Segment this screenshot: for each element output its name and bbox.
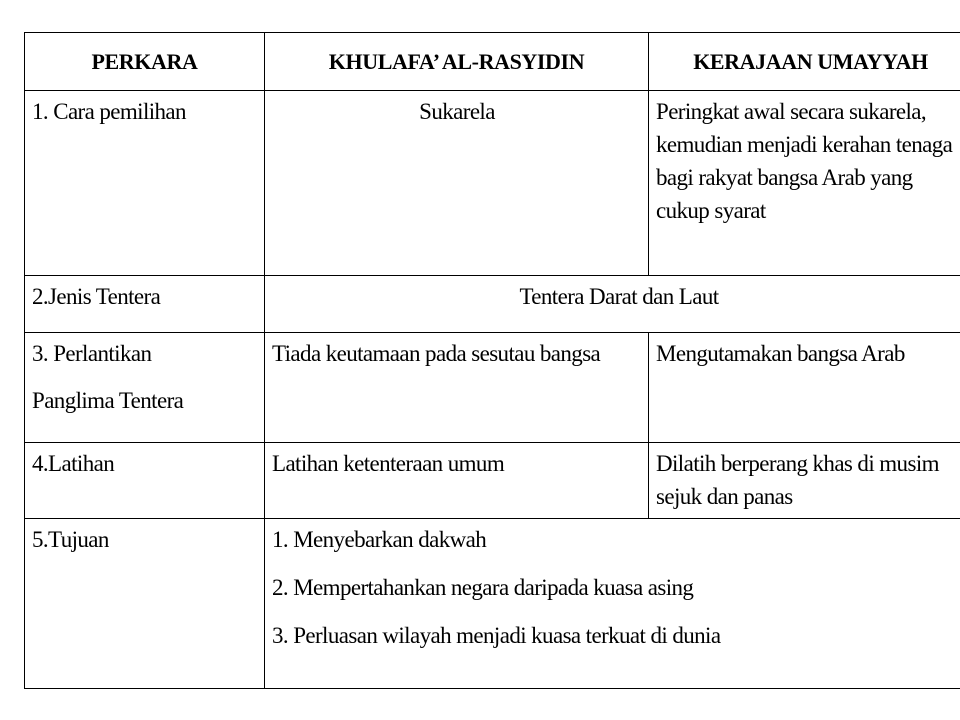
table-row bbox=[25, 276, 960, 333]
row-2-shared: Tentera Darat dan Laut bbox=[265, 276, 960, 333]
table-row bbox=[25, 91, 960, 276]
row-1-item: 1. Cara pemilihan bbox=[25, 91, 265, 276]
header-perkara: PERKARA bbox=[25, 33, 265, 91]
row-3-item bbox=[25, 333, 265, 443]
row-1-umayyah: Peringkat awal secara sukarela, kemudian menjadi kerahan tenaga bagi rakyat bangsa Arab yang cukup syarat bbox=[649, 91, 960, 276]
row-3-item-line-1: 3. Perlantikan bbox=[32, 341, 152, 366]
row-5-goals bbox=[265, 519, 960, 689]
table-row bbox=[25, 519, 960, 689]
header-row bbox=[25, 33, 960, 91]
row-1-khulafa: Sukarela bbox=[265, 91, 649, 276]
row-4-khulafa: Latihan ketenteraan umum bbox=[265, 443, 649, 519]
row-3-umayyah: Mengutamakan bangsa Arab bbox=[649, 333, 960, 443]
row-3-item-line-2: Panglima Tentera bbox=[32, 388, 184, 413]
table-row bbox=[25, 443, 960, 519]
comparison-table bbox=[24, 32, 960, 689]
row-3-khulafa: Tiada keutamaan pada sesutau bangsa bbox=[265, 333, 649, 443]
goal-item: 1. Menyebarkan dakwah bbox=[272, 527, 487, 552]
goal-item: 2. Mempertahankan negara daripada kuasa asing bbox=[272, 575, 694, 600]
row-4-umayyah: Dilatih berperang khas di musim sejuk dan panas bbox=[649, 443, 960, 519]
header-umayyah: KERAJAAN UMAYYAH bbox=[649, 33, 960, 91]
row-2-item: 2.Jenis Tentera bbox=[25, 276, 265, 333]
row-5-item: 5.Tujuan bbox=[25, 519, 265, 689]
row-4-item: 4.Latihan bbox=[25, 443, 265, 519]
goal-item: 3. Perluasan wilayah menjadi kuasa terkuat di dunia bbox=[272, 623, 721, 648]
table-row bbox=[25, 333, 960, 443]
header-khulafa: KHULAFA’ AL-RASYIDIN bbox=[265, 33, 649, 91]
